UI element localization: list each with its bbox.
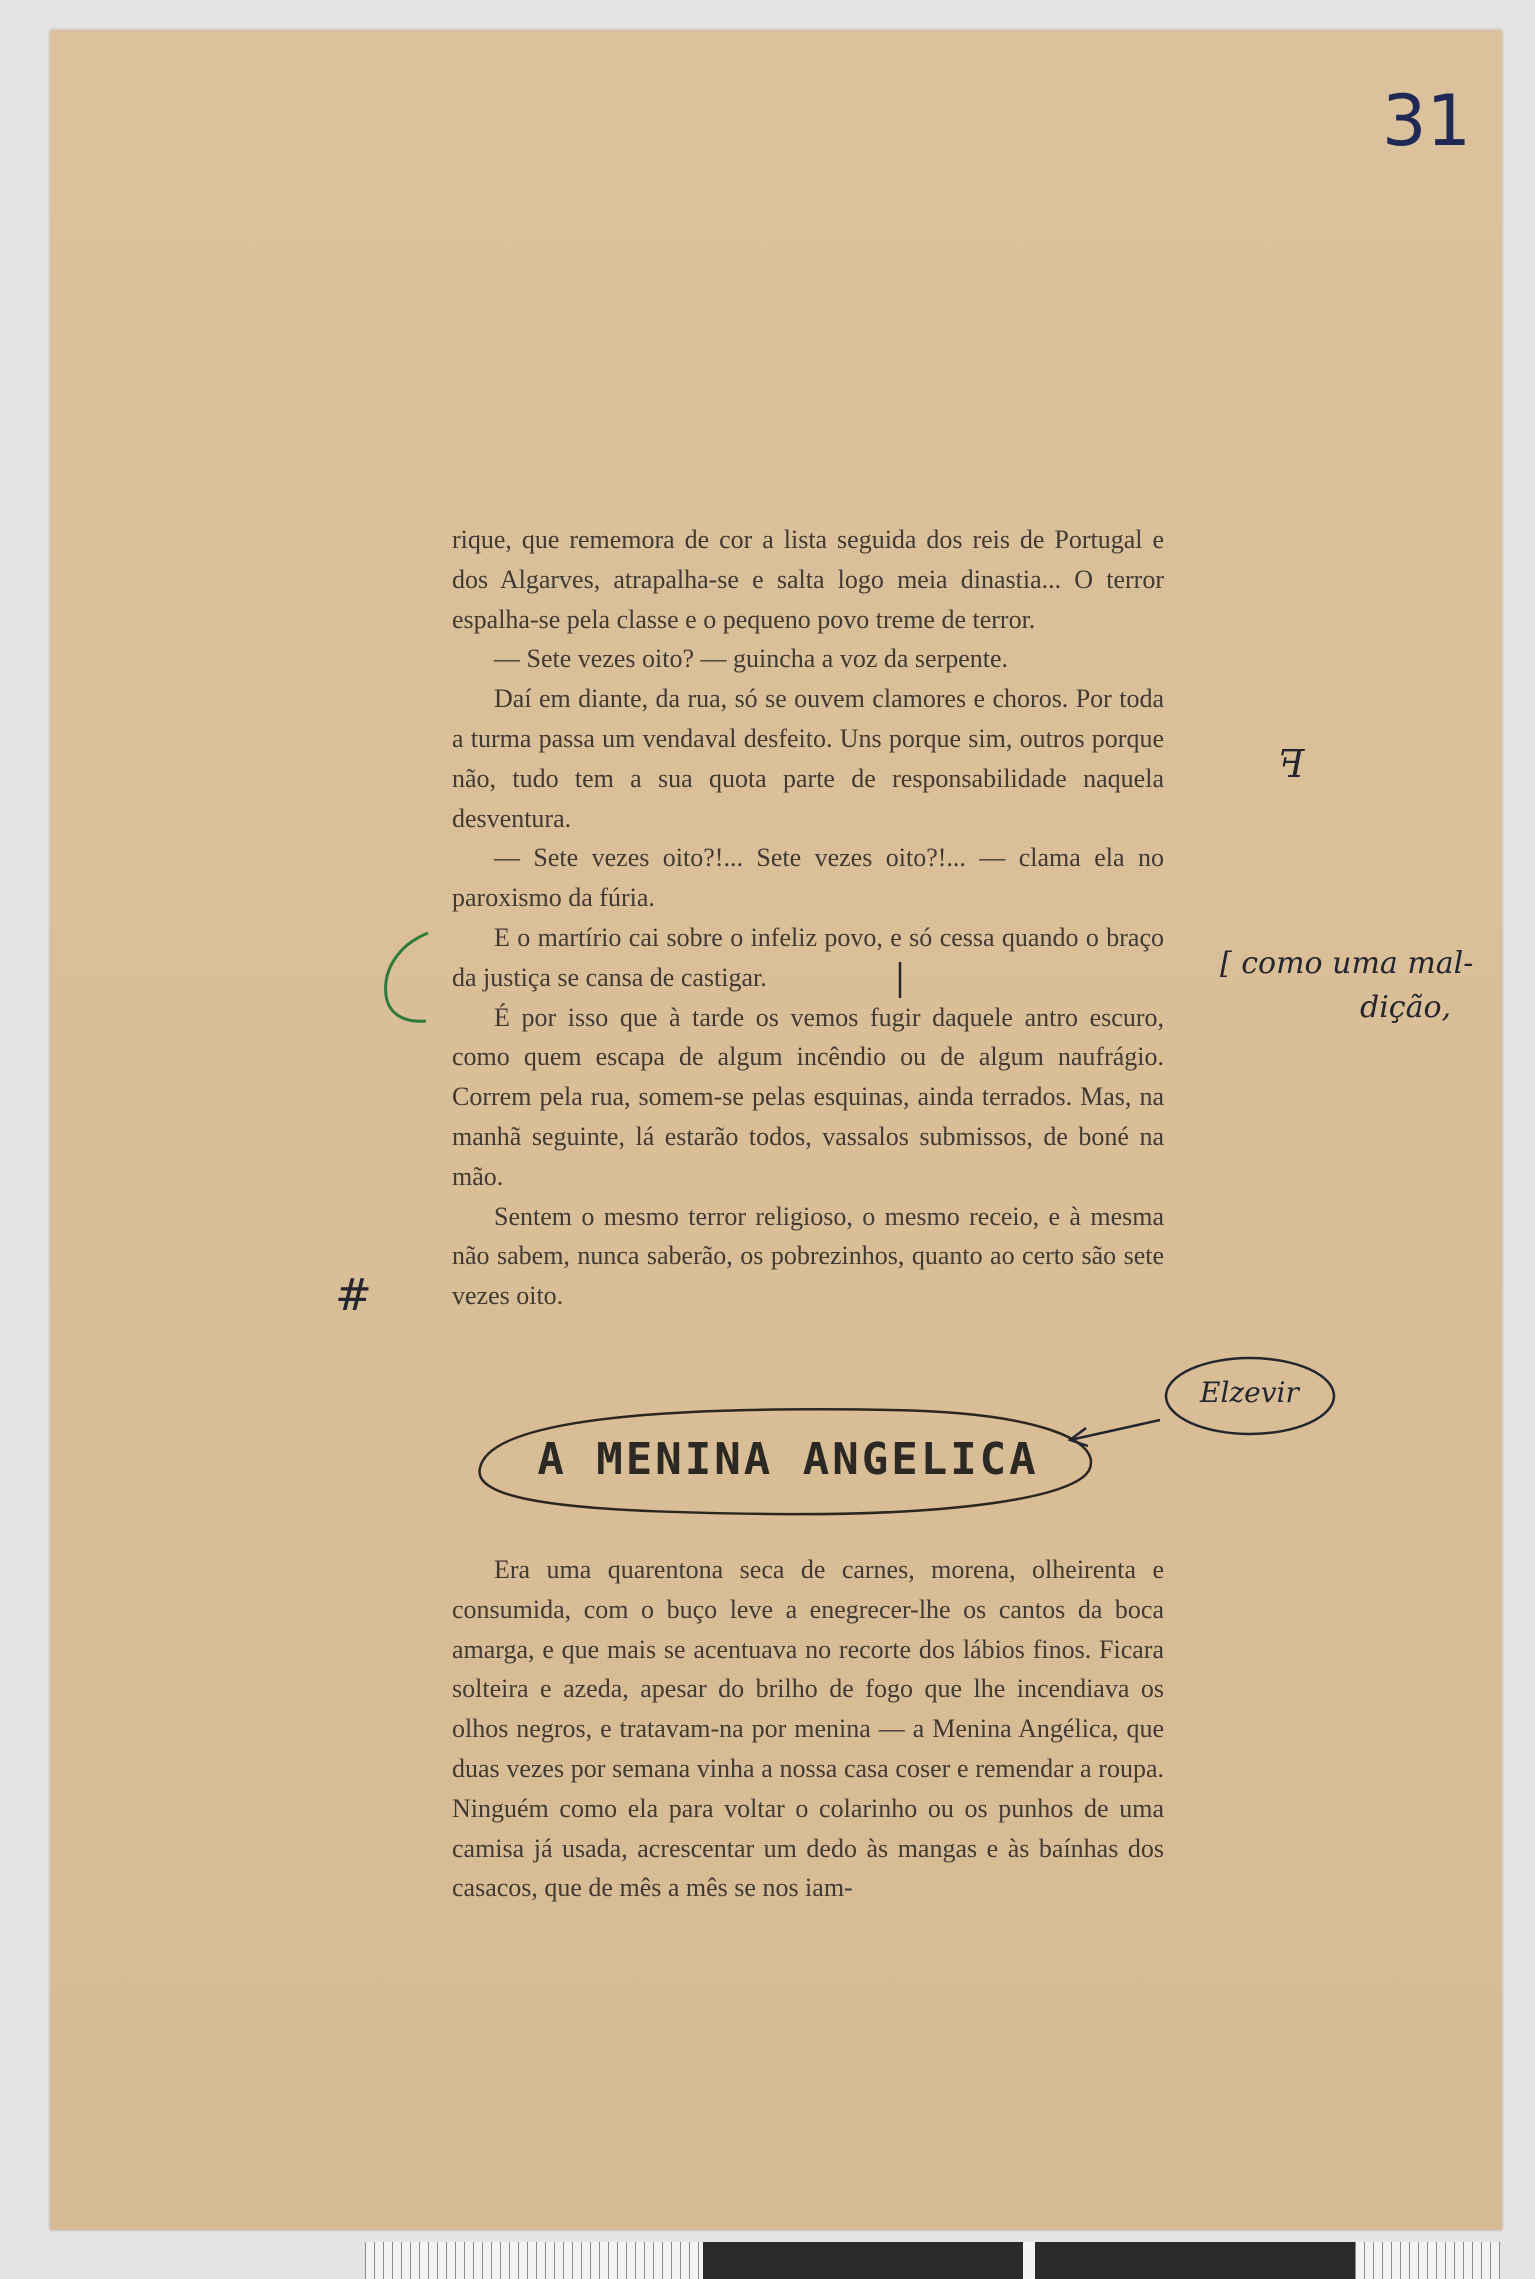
insertion-mark [896, 960, 906, 1000]
paragraph: Sentem o mesmo terror religioso, o mesmo receio, e à mesma não sabem, nunca saberão, os pobrezinhos, quanto ao certo são sete vezes oito. [452, 1201, 1164, 1311]
ruler-block [1035, 2242, 1355, 2279]
margin-note-line-2: dição, [1360, 990, 1452, 1025]
chapter-title: A MENINA ANGELICA [537, 1434, 1039, 1485]
document-page [50, 30, 1502, 2230]
body-text-upper [452, 520, 1164, 1316]
paragraph: E o martírio cai sobre o infeliz povo, e só cessa quando o braço da justiça se cansa de castigar. [452, 922, 1164, 992]
green-bracket-mark [368, 925, 438, 1045]
paragraph: — Sete vezes oito?!... Sete vezes oito?!... — clama ela no paroxismo da fúria. [452, 843, 1164, 913]
elzevir-note: Elzevir [1200, 1376, 1299, 1409]
arrow-mark [1060, 1410, 1170, 1450]
paragraph: — Sete vezes oito? — guincha a voz da serpente. [494, 644, 1009, 674]
chapter-title-block [470, 1398, 1106, 1522]
paragraph-mark: ꟻ [1278, 742, 1305, 786]
paragraph: Era uma quarentona seca de carnes, morena, olheirenta e consumida, com o buço leve a enegrecer-lhe os cantos da boca amarga, e que mais se acentuava no recorte dos lábios finos. Ficara solteira e azeda, apesar do brilho de fogo que lhe incendiava os olhos negros, e tratavam-na por menina — a Menina Angélica, que duas vezes por semana vinha a nossa casa coser e remendar a roupa. Ninguém como ela para voltar o colarinho ou os punhos de uma camisa já usada, acrescentar um dedo às mangas e às baínhas dos casacos, que de mês a mês se nos iam- [452, 1555, 1164, 1903]
paragraph: Daí em diante, da rua, só se ouvem clamores e choros. Por toda a turma passa um vendaval desfeito. Uns porque sim, outros porque não, tudo tem a sua quota parte de responsabilidade naquela desventura. [452, 684, 1164, 833]
body-text-lower [452, 1550, 1164, 1908]
margin-note-line-1: [ como uma mal- [1220, 946, 1474, 981]
ruler-block [703, 2242, 1023, 2279]
paragraph: É por isso que à tarde os vemos fugir daquele antro escuro, como quem escapa de algum incêndio ou de algum naufrágio. Correm pela rua, somem-se pelas esquinas, ainda terrados. Mas, na manhã seguinte, lá estarão todos, vassalos submissos, de boné na mão. [452, 1002, 1164, 1191]
page-number: 31 [1382, 80, 1472, 162]
scale-ruler [365, 2242, 1500, 2279]
hash-mark: # [335, 1270, 372, 1321]
margin-note [1220, 942, 1535, 1030]
paragraph: rique, que rememora de cor a lista seguida dos reis de Portugal e dos Algarves, atrapalha-se e salta logo meia dinastia... O terror espalha-se pela classe e o pequeno povo treme de terror. [452, 525, 1164, 634]
ruler-gap [1023, 2242, 1035, 2279]
